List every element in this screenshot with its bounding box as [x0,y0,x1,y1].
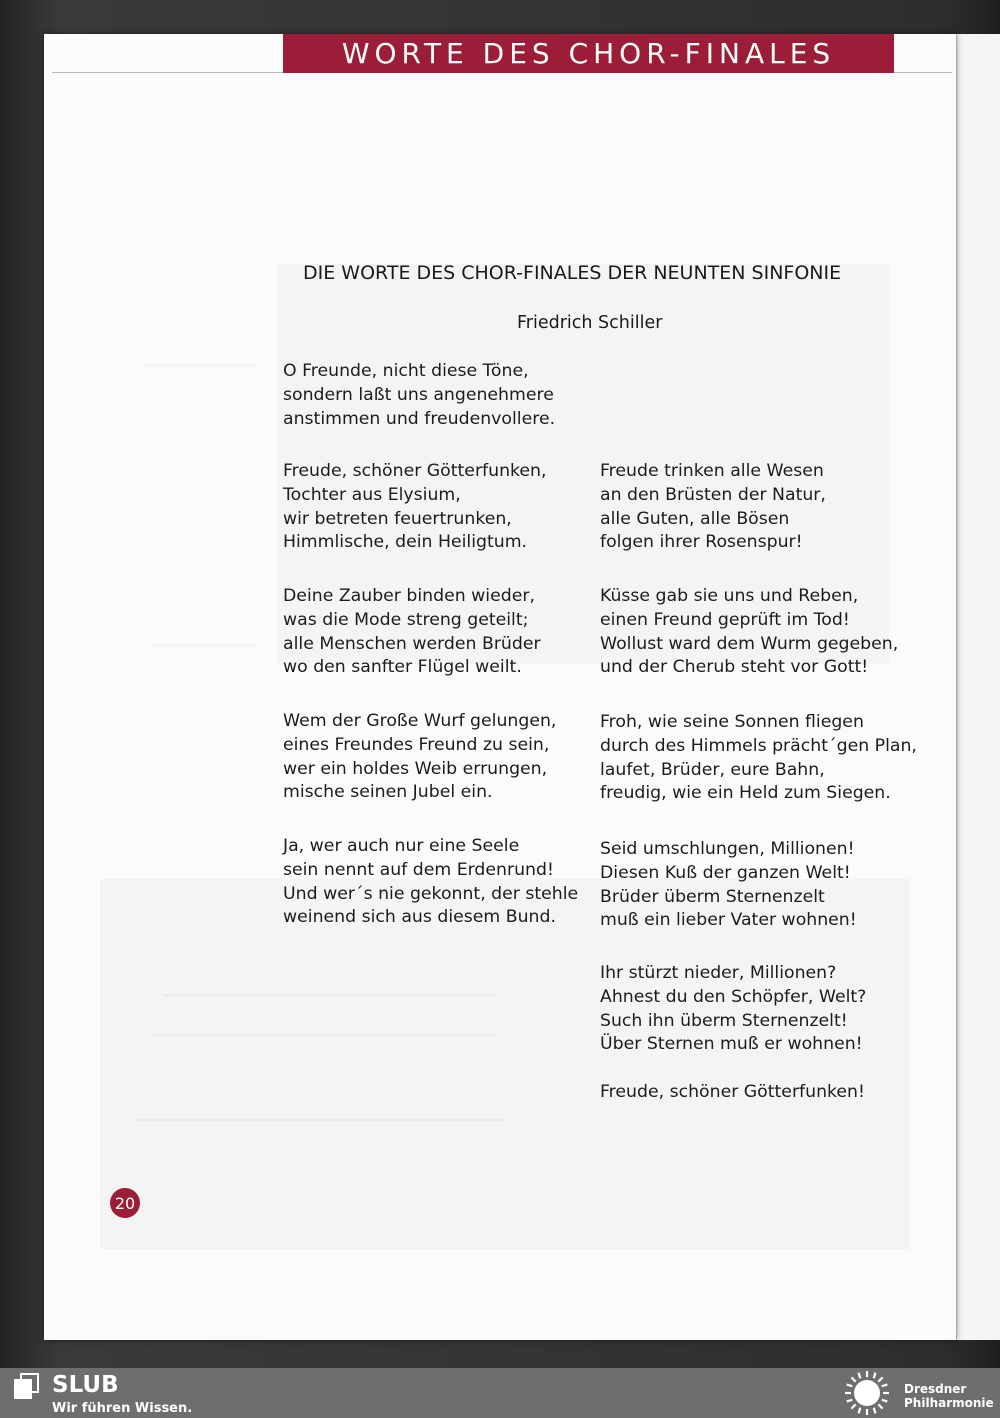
verse-line: weinend sich aus diesem Bund. [283,907,556,928]
stanza [600,962,866,1057]
slub-tagline: Wir führen Wissen. [52,1401,193,1416]
verse-line: was die Mode streng geteilt; [283,609,529,630]
verse-line: durch des Himmels prächt´gen Plan, [600,735,917,756]
verse-line: Ahnest du den Schöpfer, Welt? [600,986,867,1007]
stanza [600,585,898,680]
document-page [44,34,956,1340]
slub-logo-icon[interactable] [12,1373,40,1401]
verse-line: sein nennt auf dem Erdenrund! [283,859,554,880]
stanza [600,838,857,933]
verse-line: Seid umschlungen, Millionen! [600,839,855,859]
verse-line: Tochter aus Elysium, [283,484,461,505]
verse-line: O Freunde, nicht diese Töne, [283,361,529,381]
partner-name-line2: Philharmonie [904,1396,994,1410]
show-through-line [154,1034,494,1036]
verse-line: mische seinen Jubel ein. [283,782,493,803]
verse-line: wo den sanfter Flügel weilt. [283,657,522,678]
show-through-line [144,364,254,366]
verse-line: Freude trinken alle Wesen [600,461,824,481]
verse-line: Ja, wer auch nur eine Seele [283,836,520,856]
page-number: 20 [110,1188,140,1218]
verse-line: Küsse gab sie uns und Reben, [600,586,859,606]
show-through-line [164,994,494,996]
verse-line: sondern laßt uns angenehmere [283,384,554,405]
verse-line: Freude, schöner Götterfunken, [283,461,547,481]
verse-line: Brüder überm Sternenzelt [600,886,825,907]
dresdner-philharmonie-logo-icon[interactable] [842,1369,892,1417]
stanza [600,711,917,806]
verse-line: muß ein lieber Vater wohnen! [600,910,857,931]
header-band [283,34,894,73]
next-page-edge [956,34,1000,1340]
verse-line: wer ein holdes Weib errungen, [283,758,548,779]
show-through-line [154,644,254,646]
verse-line: folgen ihrer Rosenspur! [600,532,803,553]
verse-line: eines Freundes Freund zu sein, [283,734,550,755]
show-through-line [134,1119,504,1121]
verse-line: Froh, wie seine Sonnen fliegen [600,712,864,732]
author: Friedrich Schiller [517,313,663,333]
stanza [600,1081,865,1105]
verse-line: alle Guten, alle Bösen [600,508,790,529]
verse-line: Und wer´s nie gekonnt, der stehle [283,883,579,904]
show-through-block [100,879,910,1249]
verse-line: alle Menschen werden Brüder [283,633,541,654]
verse-line: Freude, schöner Götterfunken! [600,1082,865,1102]
verse-line: laufet, Brüder, eure Bahn, [600,759,825,780]
verse-line: freudig, wie ein Held zum Siegen. [600,783,891,804]
stanza [283,585,541,680]
slub-name[interactable]: SLUB [52,1372,119,1398]
verse-line: wir betreten feuertrunken, [283,508,512,529]
verse-line: Über Sternen muß er wohnen! [600,1034,863,1055]
stanza [283,360,555,431]
verse-line: Such ihn überm Sternenzelt! [600,1010,848,1031]
verse-line: Wem der Große Wurf gelungen, [283,711,557,731]
verse-line: einen Freund geprüft im Tod! [600,609,850,630]
stanza [283,460,547,555]
partner-name-line1: Dresdner [904,1382,967,1396]
verse-line: Ihr stürzt nieder, Millionen? [600,963,837,983]
verse-line: Wollust ward dem Wurm gegeben, [600,633,899,654]
page-title: WORTE DES CHOR-FINALES [341,37,836,70]
section-heading: DIE WORTE DES CHOR-FINALES DER NEUNTEN SINFONIE [303,262,842,284]
stanza [283,835,578,930]
stanza [283,710,556,805]
verse-line: Diesen Kuß der ganzen Welt! [600,862,851,883]
verse-line: und der Cherub steht vor Gott! [600,657,869,678]
verse-line: Himmlische, dein Heiligtum. [283,532,528,553]
verse-line: an den Brüsten der Natur, [600,484,826,505]
verse-line: Deine Zauber binden wieder, [283,586,535,606]
verse-line: anstimmen und freudenvollere. [283,408,556,429]
stanza [600,460,826,555]
